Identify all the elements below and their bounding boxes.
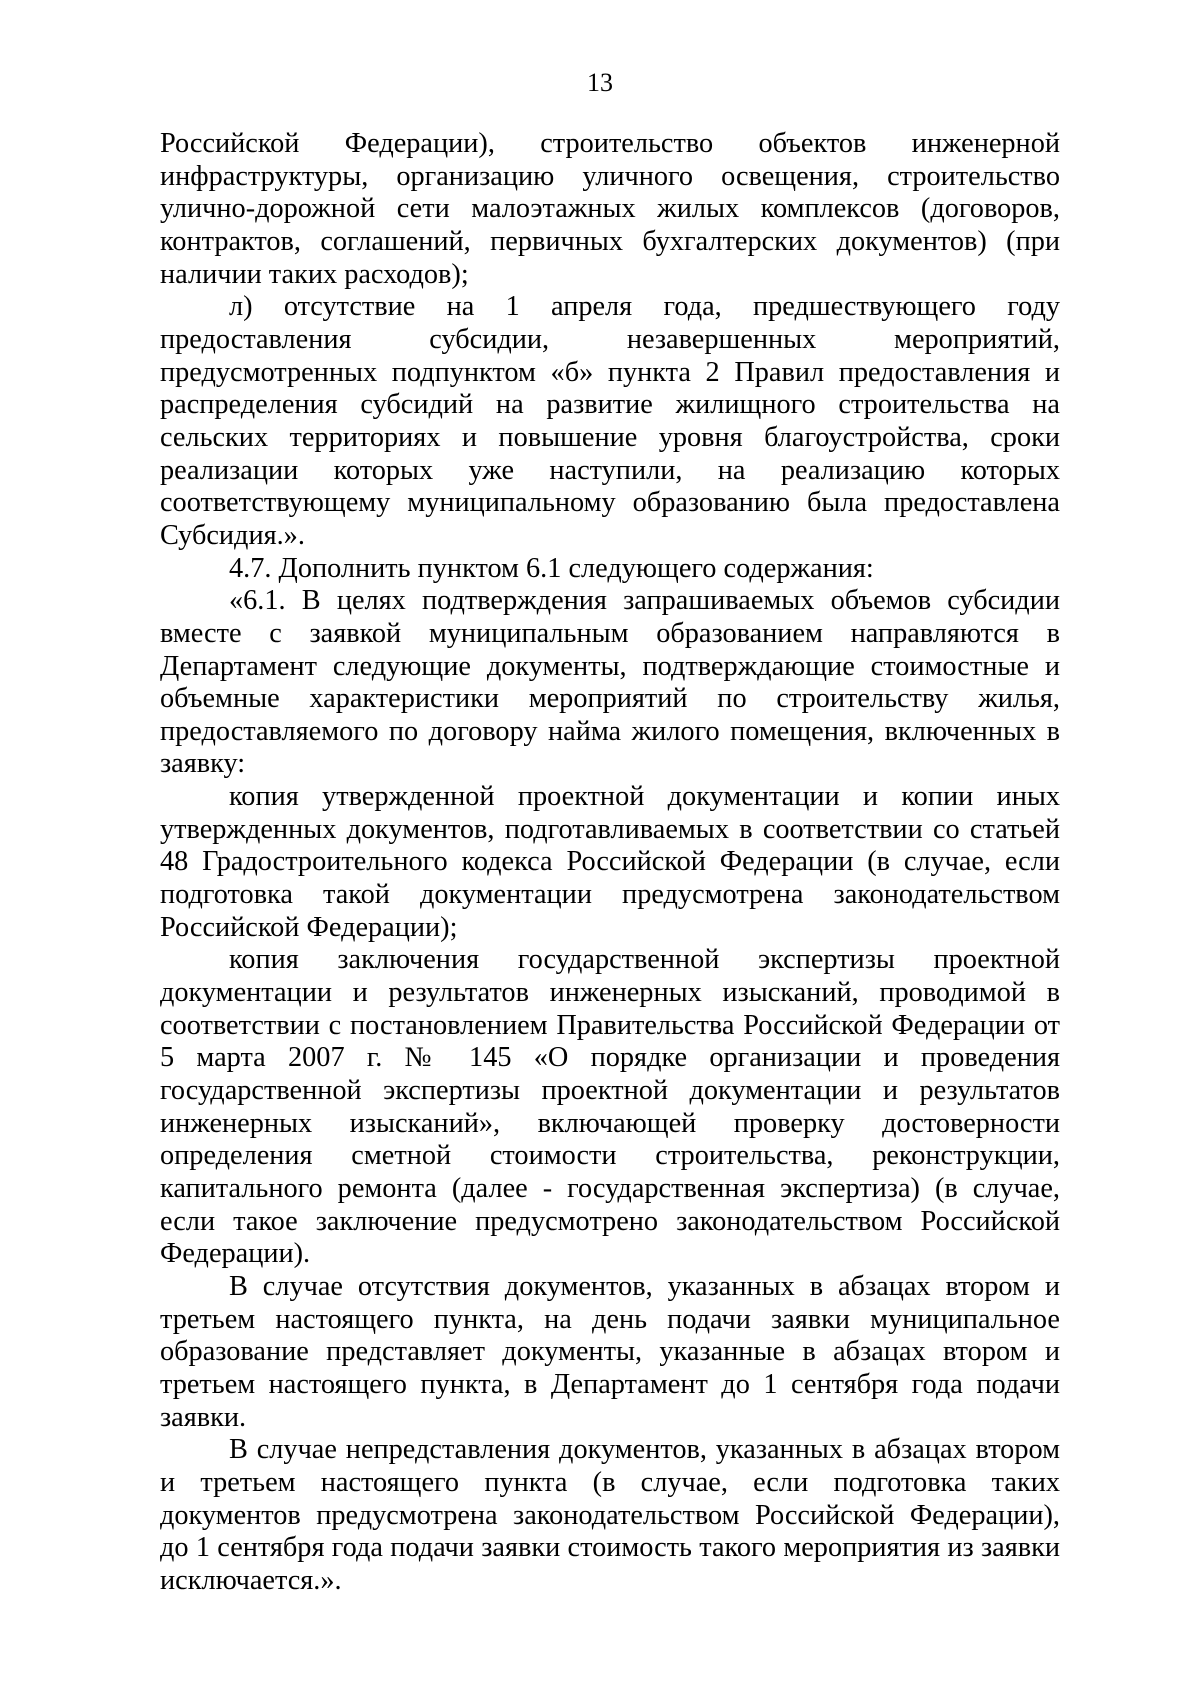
paragraph-absence-case: В случае отсутствия документов, указанных в абзацах втором и третьем настоящего пункта, на день подачи заявки муниципальное образование представляет документы, указанные в абзацах втором и третьем настоящего пункта, в Департамент до 1 сентября года подачи заявки. — [160, 1270, 1060, 1433]
paragraph-non-submission-case: В случае непредставления документов, указанных в абзацах втором и третьем настоящего пункта (в случае, если подготовка таких документов предусмотрена законодательством Российской Федерации), до 1 сентября года подачи заявки стоимость такого мероприятия из заявки исключается.». — [160, 1434, 1060, 1596]
paragraph-continuation: Российской Федерации), строительство объектов инженерной инфраструктуры, организацию уличного освещения, строительство улично-дорожной сети малоэтажных жилых комплексов (договоров, контрактов, соглашений, первичных бухгалтерских документов) (при наличии таких расходов); — [160, 128, 1060, 290]
page-number: 13 — [587, 68, 613, 97]
paragraph-item-l: л) отсутствие на 1 апреля года, предшествующего году предоставления субсидии, незавершенных мероприятий, предусмотренных подпунктом «б» пункта 2 Правил предоставления и распределения субсидий на развитие жилищного строительства на сельских территориях и повышение уровня благоустройства, сроки реализации которых уже наступили, на реализацию которых соответствующему муниципальному образованию была предоставлена Субсидия.». — [160, 291, 1060, 551]
document-body — [160, 128, 1060, 1598]
paragraph-6-1: «6.1. В целях подтверждения запрашиваемых объемов субсидии вместе с заявкой муниципальным образованием направляются в Департамент следующие документы, подтверждающие стоимостные и объемные характеристики мероприятий по строительству жилья, предоставляемого по договору найма жилого помещения, включенных в заявку: — [160, 585, 1060, 780]
paragraph-project-docs: копия утвержденной проектной документации и копии иных утвержденных документов, подготавливаемых в соответствии со статьей 48 Градостроительного кодекса Российской Федерации (в случае, если подготовка такой документации предусмотрена законодательством Российской Федерации); — [160, 781, 1060, 943]
paragraph-expertise: копия заключения государственной экспертизы проектной документации и результатов инженерных изысканий, проводимой в соответствии с постановлением Правительства Российской Федерации от 5 марта 2007 г. № 145 «О порядке организации и проведения государственной экспертизы проектной документации и результатов инженерных изысканий», включающей проверку достоверности определения сметной стоимости строительства, реконструкции, капитального ремонта (далее - государственная экспертиза) (в случае, если такое заключение предусмотрено законодательством Российской Федерации). — [160, 944, 1060, 1270]
paragraph-4-7: 4.7. Дополнить пунктом 6.1 следующего содержания: — [229, 552, 874, 584]
